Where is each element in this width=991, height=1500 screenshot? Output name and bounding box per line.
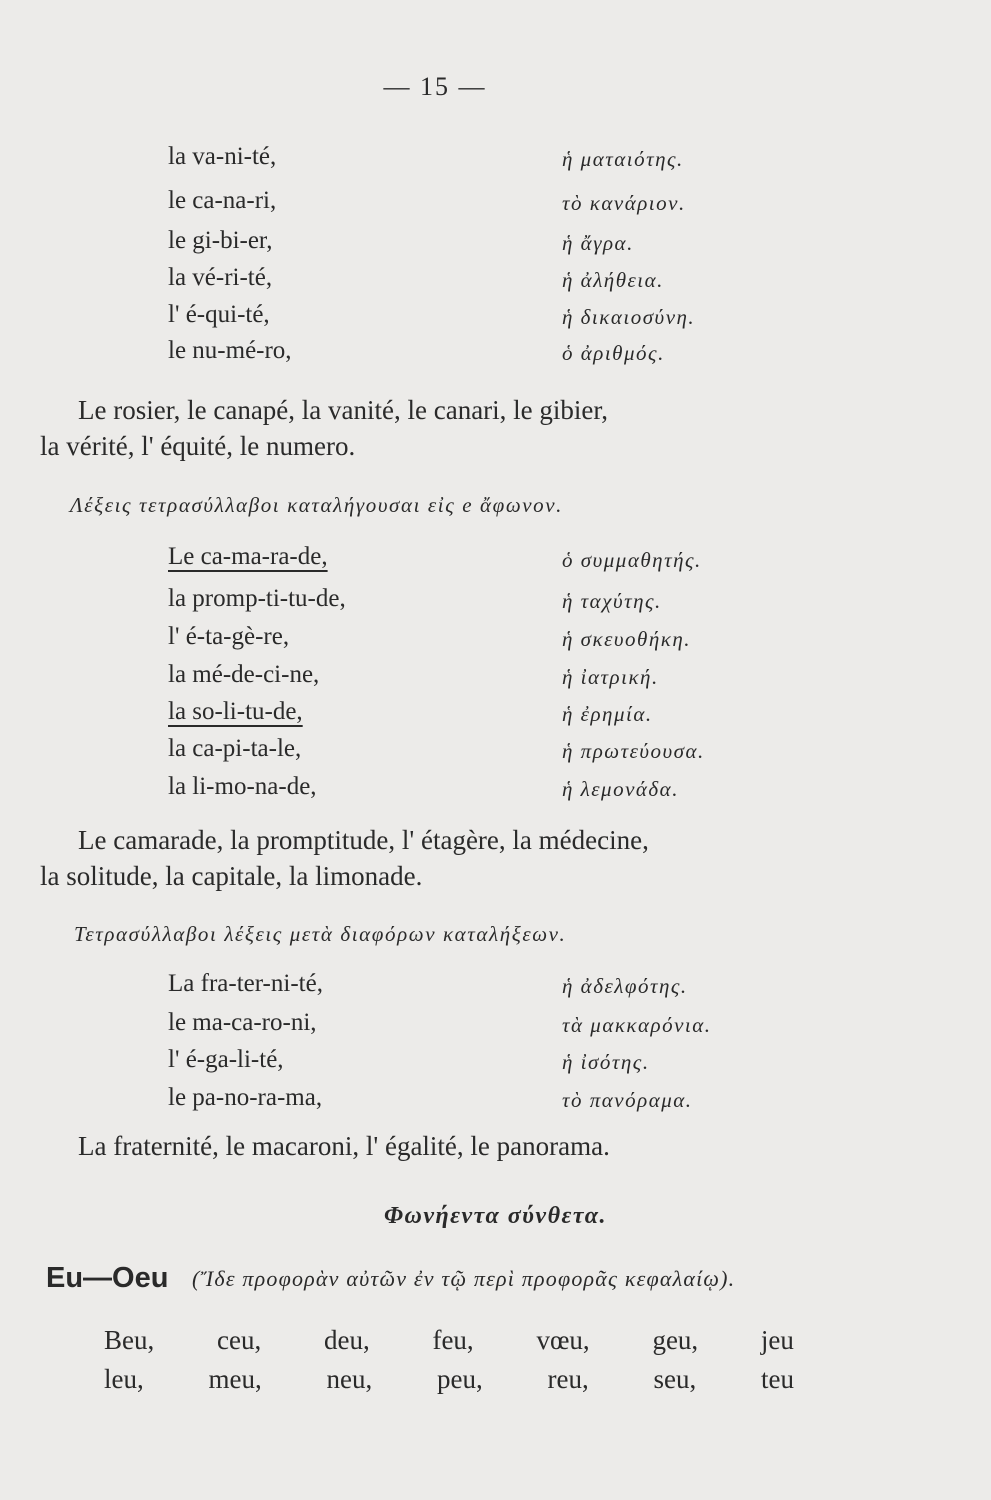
word: geu,: [652, 1325, 699, 1355]
fr-word: le gi-bi-er,: [168, 227, 273, 254]
fr-word: la va-ni-té,: [168, 143, 277, 170]
fr-word: la li-mo-na-de,: [168, 773, 317, 800]
fr-word: [168, 698, 303, 726]
word: seu,: [653, 1364, 697, 1394]
fr-word: le ca-na-ri,: [168, 187, 277, 214]
fr-word: la vé-ri-té,: [168, 264, 273, 291]
sentence-line: Le rosier, le canapé, la vanité, le canari, le gibier,: [78, 395, 609, 425]
fr-word: le nu-mé-ro,: [168, 337, 292, 364]
gr-translation: ἡ λεμονάδα.: [562, 777, 679, 801]
word: deu,: [323, 1325, 370, 1355]
gr-translation: ἡ ἰσότης.: [562, 1050, 650, 1074]
gr-translation: ἡ σκευοθήκη.: [562, 627, 691, 651]
word: teu: [760, 1364, 794, 1394]
word: meu,: [208, 1364, 262, 1394]
pronunciation-note: (Ἴδε προφορὰν αὐτῶν ἐν τῷ περὶ προφορᾶς κεφαλαίῳ).: [192, 1266, 736, 1291]
fr-word: l' é-ta-gè-re,: [168, 623, 290, 650]
gr-translation: τὸ πανόραμα.: [562, 1088, 693, 1112]
example-sentence: [40, 392, 840, 464]
sentence-line: La fraternité, le macaroni, l' égalité, le panorama.: [78, 1131, 610, 1161]
section-heading: Τετρασύλλαβοι λέξεις μετὰ διαφόρων καταλήξεων.: [74, 922, 567, 946]
fr-word: La fra-ter-ni-té,: [168, 970, 323, 997]
word: neu,: [326, 1364, 373, 1394]
fr-word-text: Le ca-ma-ra-de,: [168, 543, 328, 570]
gr-translation: τὸ κανάριον.: [562, 191, 686, 215]
fr-word-text: la so-li-tu-de,: [168, 698, 303, 725]
gr-translation: ἡ ἰατρική.: [562, 665, 659, 689]
sentence-line: la solitude, la capitale, la limonade.: [40, 861, 423, 891]
fr-word: l' é-ga-li-té,: [168, 1046, 284, 1073]
gr-translation: ἡ ματαιότης.: [562, 147, 684, 171]
gr-translation: ἡ ἄγρα.: [562, 231, 634, 255]
fr-word: la ca-pi-ta-le,: [168, 735, 302, 762]
gr-translation: ἡ ἀλήθεια.: [562, 268, 664, 292]
example-sentence: [40, 822, 840, 894]
gr-translation: ὁ συμμαθητής.: [562, 548, 702, 572]
word: vœu,: [536, 1325, 590, 1355]
sentence-line: Le camarade, la promptitude, l' étagère, la médecine,: [78, 825, 649, 855]
word: Beu,: [104, 1325, 155, 1355]
word: reu,: [547, 1364, 589, 1394]
section-heading: Φωνήεντα σύνθετα.: [384, 1203, 607, 1229]
gr-translation: ἡ πρωτεύουσα.: [562, 739, 705, 763]
fr-word: le pa-no-ra-ma,: [168, 1084, 323, 1111]
fr-word: la mé-de-ci-ne,: [168, 661, 320, 688]
word: leu,: [104, 1364, 144, 1394]
word-row: [104, 1325, 794, 1356]
gr-translation: τὰ μακκαρόνια.: [562, 1013, 712, 1037]
section-heading: Λέξεις τετρασύλλαβοι καταλήγουσαι εἰς e ἄφωνον.: [70, 493, 564, 517]
example-sentence: [40, 1128, 840, 1164]
word: jeu: [760, 1325, 794, 1355]
fr-word: la promp-ti-tu-de,: [168, 585, 346, 612]
fr-word: le ma-ca-ro-ni,: [168, 1009, 317, 1036]
vowel-label: Eu—Oeu: [46, 1262, 169, 1294]
gr-translation: ἡ δικαιοσύνη.: [562, 305, 696, 329]
gr-translation: ἡ ἀδελφότης.: [562, 974, 688, 998]
fr-word: [168, 543, 328, 571]
page-number: — 15 —: [383, 72, 487, 101]
gr-translation: ἡ ἐρημία.: [562, 702, 653, 726]
word: ceu,: [217, 1325, 262, 1355]
word: feu,: [432, 1325, 474, 1355]
sentence-line: la vérité, l' équité, le numero.: [40, 431, 356, 461]
gr-translation: ἡ ταχύτης.: [562, 589, 662, 613]
fr-word: l' é-qui-té,: [168, 301, 270, 328]
word-row: [104, 1364, 794, 1395]
gr-translation: ὁ ἀριθμός.: [562, 341, 665, 365]
word: peu,: [436, 1364, 483, 1394]
